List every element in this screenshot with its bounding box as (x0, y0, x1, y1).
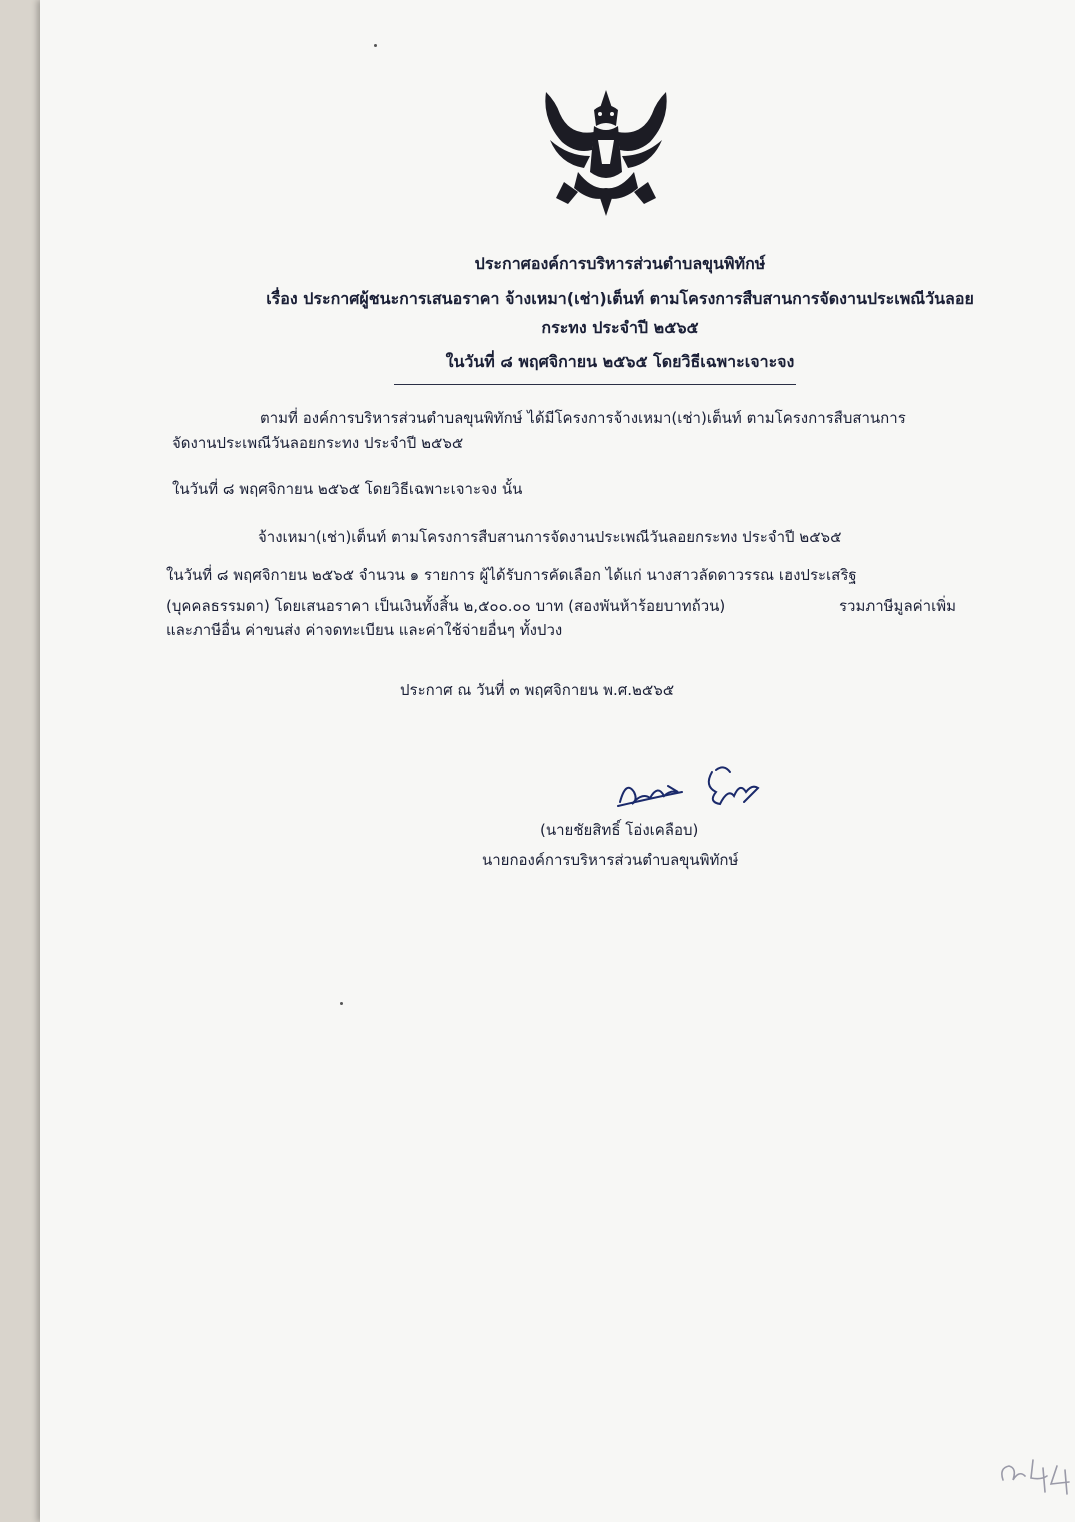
body-para3-line3-text: (บุคคลธรรมดา) โดยเสนอราคา เป็นเงินทั้งสิ้น ๒,๕๐๐.๐๐ บาท (สองพันห้าร้อยบาทถ้วน) (166, 597, 726, 615)
paper-speck (374, 44, 377, 47)
signer-name: (นายชัยสิทธิ์ โอ่งเคลือบ) (540, 821, 699, 839)
announcement-title: ประกาศองค์การบริหารส่วนตำบลขุนพิทักษ์ (474, 254, 766, 273)
body-para3-line2: ในวันที่ ๘ พฤศจิกายน ๒๕๖๕ จำนวน ๑ รายการ ผู้ได้รับการคัดเลือก ได้แก่ นางสาวลัดดาวรรณ เฮงประเสริฐ (166, 566, 857, 584)
announcement-date: ประกาศ ณ วันที่ ๓ พฤศจิกายน พ.ศ.๒๕๖๕ (400, 681, 675, 699)
signer-position: นายกองค์การบริหารส่วนตำบลขุนพิทักษ์ (482, 851, 739, 869)
body-para3-line4: และภาษีอื่น ค่าขนส่ง ค่าจดทะเบียน และค่าใช้จ่ายอื่นๆ ทั้งปวง (166, 621, 563, 639)
heading-divider (394, 384, 796, 385)
body-para3-line1: จ้างเหมา(เช่า)เต็นท์ ตามโครงการสืบสานการจัดงานประเพณีวันลอยกระทง ประจำปี ๒๕๖๕ (258, 528, 842, 546)
body-para1-line1: ตามที่ องค์การบริหารส่วนตำบลขุนพิทักษ์ ได้มีโครงการจ้างเหมา(เช่า)เต็นท์ ตามโครงการสืบสานการ (260, 409, 906, 427)
subject-line-2: กระทง ประจำปี ๒๕๖๕ (541, 318, 699, 337)
document-page (40, 0, 1075, 1522)
garuda-emblem (538, 80, 674, 220)
handwritten-page-note (995, 1450, 1075, 1500)
body-para3-line3 (166, 596, 956, 616)
body-para3-line3-tail: รวมภาษีมูลค่าเพิ่ม (838, 597, 956, 615)
body-para2: ในวันที่ ๘ พฤศจิกายน ๒๕๖๕ โดยวิธีเฉพาะเจาะจง นั้น (172, 480, 523, 498)
subject-line-1: เรื่อง ประกาศผู้ชนะการเสนอราคา จ้างเหมา(เช่า)เต็นท์ ตามโครงการสืบสานการจัดงานประเพณีวันลอย (266, 289, 974, 308)
body-para1-line2: จัดงานประเพณีวันลอยกระทง ประจำปี ๒๕๖๕ (172, 434, 464, 452)
subject-date-line: ในวันที่ ๘ พฤศจิกายน ๒๕๖๕ โดยวิธีเฉพาะเจาะจง (445, 352, 795, 371)
paper-speck (340, 1002, 343, 1005)
handwritten-signature (612, 762, 772, 812)
